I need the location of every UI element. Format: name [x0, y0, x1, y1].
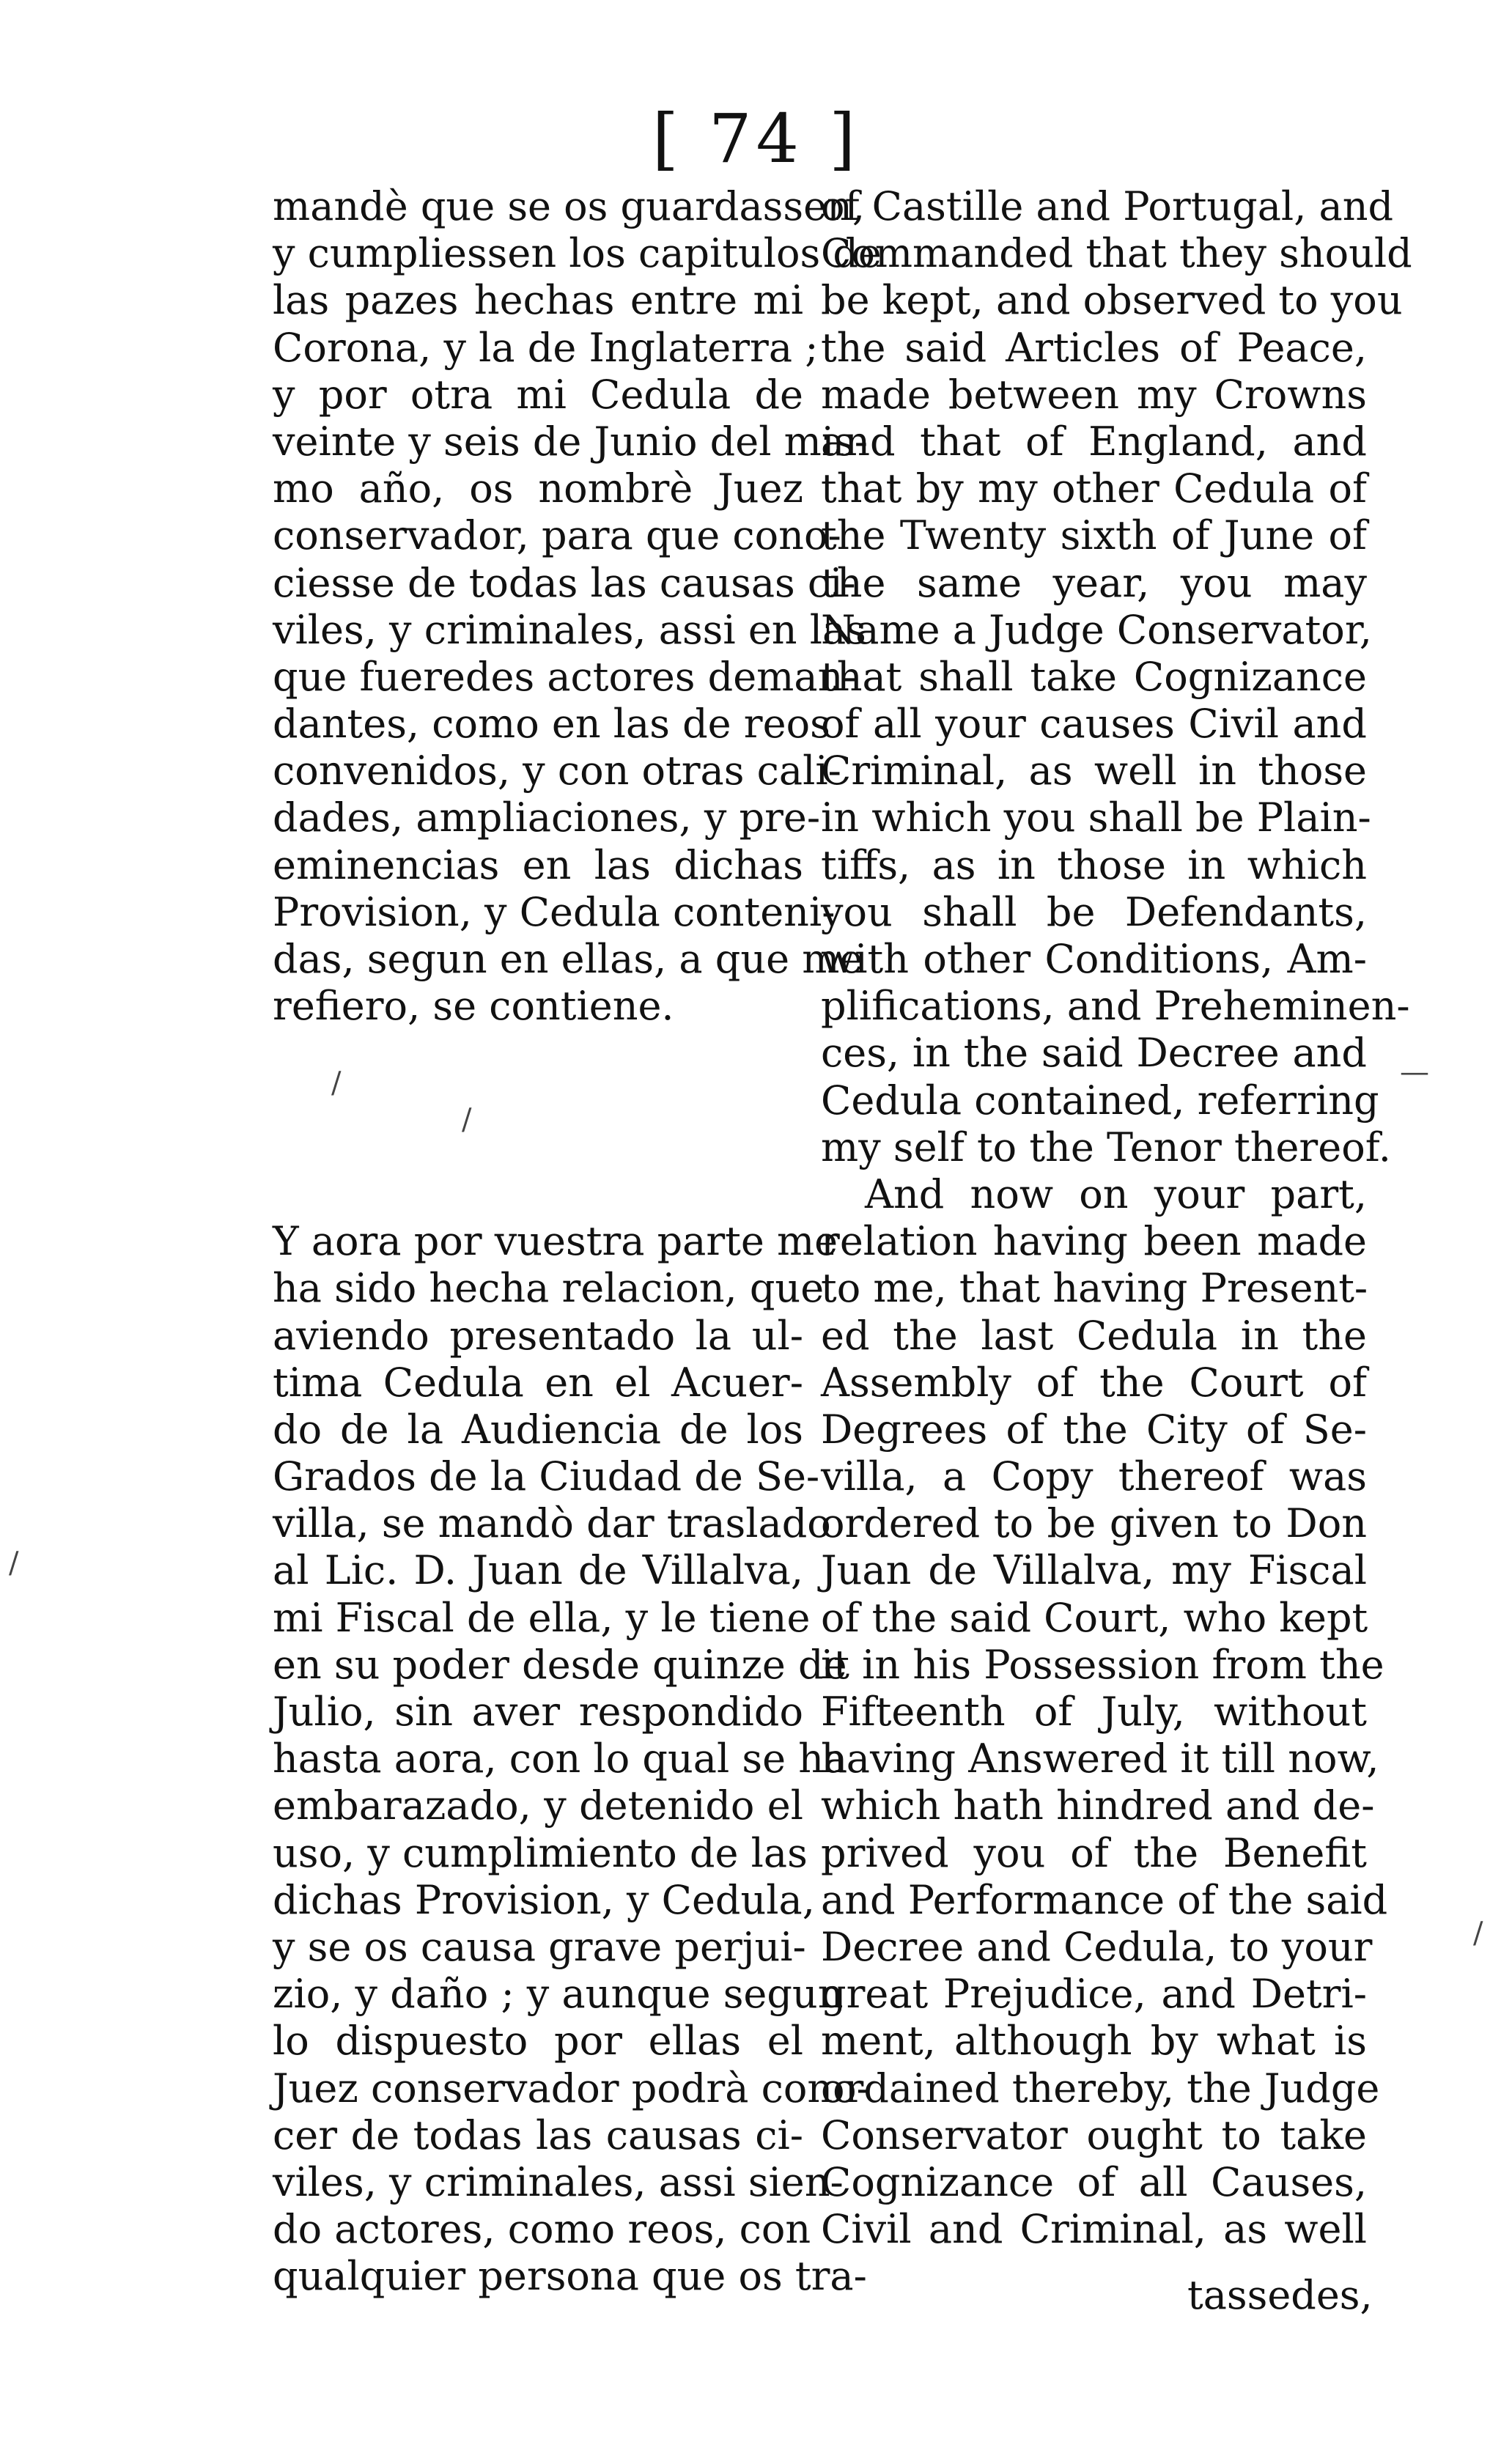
text-line: Criminal, as well in those — [821, 748, 1367, 794]
text-line: the same year, you may — [821, 559, 1367, 606]
english-paragraph-2 — [821, 1170, 1388, 2253]
text-line: villa, se mandò dar traslado — [273, 1500, 831, 1547]
text-line: ed the last Cedula in the — [821, 1312, 1367, 1359]
text-line: that shall take Cognizance — [821, 653, 1367, 700]
text-line: relation having been made — [821, 1218, 1367, 1265]
text-line: ha sido hecha relacion, que — [273, 1265, 825, 1312]
text-line: qualquier persona que os tra- — [273, 2253, 867, 2300]
text-line: ordained thereby, the Judge — [821, 2065, 1380, 2111]
text-line: Degrees of the City of Se- — [821, 1406, 1367, 1453]
spanish-column — [273, 183, 882, 2300]
text-line: hasta aora, con lo qual se ha — [273, 1736, 848, 1782]
text-line: Cedula contained, referring — [821, 1077, 1379, 1124]
text-line: Corona, y la de Inglaterra ; — [273, 324, 819, 371]
text-line: Juan de Villalva, my Fiscal — [821, 1547, 1367, 1594]
text-line: refiero, se contiene. — [273, 983, 674, 1030]
text-line: Civil and Criminal, as well — [821, 2206, 1367, 2253]
text-line: great Prejudice, and Detri- — [821, 1971, 1367, 2018]
text-line: with other Conditions, Am- — [821, 936, 1367, 982]
text-line: dantes, como en las de reos — [273, 701, 830, 748]
text-line: lo dispuesto por ellas el — [273, 2018, 803, 2065]
text-line: the Twenty sixth of June of — [821, 512, 1367, 559]
text-line: do de la Audiencia de los — [273, 1406, 803, 1453]
text-line: al Lic. D. Juan de Villalva, — [273, 1547, 803, 1594]
text-line: and that of England, and — [821, 418, 1367, 465]
text-line: the said Articles of Peace, — [821, 324, 1367, 371]
text-line: dichas Provision, y Cedula, — [273, 1876, 815, 1923]
text-line: aviendo presentado la ul- — [273, 1312, 803, 1359]
text-line: las pazes hechas entre mi — [273, 277, 803, 324]
text-line: it in his Possession from the — [821, 1641, 1384, 1688]
text-line: Y aora por vuestra parte me — [273, 1218, 838, 1265]
text-line: Commanded that they should — [821, 230, 1412, 277]
text-line: veinte y seis de Junio del mis- — [273, 418, 869, 465]
ink-speck: / — [1473, 1917, 1483, 1950]
text-line: y cumpliessen los capitulos de — [273, 230, 882, 277]
text-line: cer de todas las causas ci- — [273, 2111, 803, 2158]
ink-speck: / — [331, 1066, 342, 1100]
text-line: And now on your part, — [865, 1170, 1367, 1217]
text-line: ment, although by what is — [821, 2018, 1367, 2065]
spanish-paragraph-2 — [273, 1218, 870, 2300]
text-line: to me, that having Present- — [821, 1265, 1368, 1312]
text-line: and Performance of the said — [821, 1876, 1388, 1923]
text-line: Provision, y Cedula conteni- — [273, 888, 836, 935]
text-line: zio, y daño ; y aunque segun — [273, 1971, 844, 2018]
text-line: made between my Crowns — [821, 371, 1367, 418]
paragraph-gap — [273, 1030, 803, 1218]
text-line: embarazado, y detenido el — [273, 1782, 803, 1829]
text-line: eminencias en las dichas — [273, 841, 803, 888]
text-line: conservador, para que cono- — [273, 512, 841, 559]
text-line: Name a Judge Conservator, — [821, 606, 1372, 653]
text-line: das, segun en ellas, a que me — [273, 936, 863, 982]
text-line: tima Cedula en el Acuer- — [273, 1359, 803, 1406]
text-line: which hath hindred and de- — [821, 1782, 1375, 1829]
text-line: Cognizance of all Causes, — [821, 2158, 1367, 2205]
text-line: do actores, como reos, con — [273, 2206, 811, 2253]
text-line: Julio, sin aver respondido — [273, 1689, 803, 1736]
text-line: ordered to be given to Don — [821, 1500, 1367, 1547]
text-line: you shall be Defendants, — [821, 888, 1367, 935]
text-line: que fueredes actores deman- — [273, 653, 857, 700]
text-line: uso, y cumplimiento de las — [273, 1829, 808, 1876]
ink-speck: — — [1400, 1055, 1429, 1089]
text-line: mi Fiscal de ella, y le tiene — [273, 1594, 811, 1641]
text-line: my self to the Tenor thereof. — [821, 1124, 1391, 1170]
text-line: of all your causes Civil and — [821, 701, 1367, 748]
text-line: mandè que se os guardassen, — [273, 183, 865, 229]
text-line: Decree and Cedula, to your — [821, 1923, 1373, 1970]
text-line: mo año, os nombrè Juez — [273, 465, 803, 512]
text-line: of the said Court, who kept — [821, 1594, 1368, 1641]
ink-speck: / — [9, 1546, 19, 1580]
text-line: ces, in the said Decree and — [821, 1030, 1367, 1077]
text-line: villa, a Copy thereof was — [821, 1453, 1367, 1500]
text-line: convenidos, y con otras cali- — [273, 748, 841, 794]
text-line: viles, y criminales, assi sien- — [273, 2158, 844, 2205]
text-line: prived you of the Benefit — [821, 1829, 1367, 1876]
text-line: en su poder desde quinze de — [273, 1641, 847, 1688]
text-line: ciesse de todas las causas ci- — [273, 559, 856, 606]
spanish-paragraph-1 — [273, 183, 882, 1030]
english-column — [821, 183, 1412, 2253]
text-line: of Castille and Portugal, and — [821, 183, 1394, 229]
text-line: in which you shall be Plain- — [821, 794, 1371, 841]
page-number: [ 74 ] — [652, 100, 860, 178]
text-line: tiffs, as in those in which — [821, 841, 1367, 888]
text-line: having Answered it till now, — [821, 1736, 1379, 1782]
text-line: y por otra mi Cedula de — [273, 371, 803, 418]
text-line: Fifteenth of July, without — [821, 1689, 1367, 1735]
text-line: viles, y criminales, assi en las — [273, 606, 866, 653]
text-line: Assembly of the Court of — [821, 1359, 1367, 1406]
ink-speck: / — [462, 1103, 472, 1137]
text-line: that by my other Cedula of — [821, 465, 1367, 512]
catchword: tassedes, — [1187, 2272, 1373, 2318]
text-line: y se os causa grave perjui- — [273, 1923, 806, 1970]
text-line: Conservator ought to take — [821, 2111, 1367, 2158]
text-line: Grados de la Ciudad de Se- — [273, 1453, 820, 1500]
text-line: be kept, and observed to you — [821, 277, 1403, 324]
text-line: Juez conservador podrà cono- — [273, 2065, 870, 2111]
english-paragraph-1 — [821, 183, 1412, 1171]
text-line: dades, ampliaciones, y pre- — [273, 794, 821, 841]
text-line: plifications, and Preheminen- — [821, 983, 1410, 1030]
